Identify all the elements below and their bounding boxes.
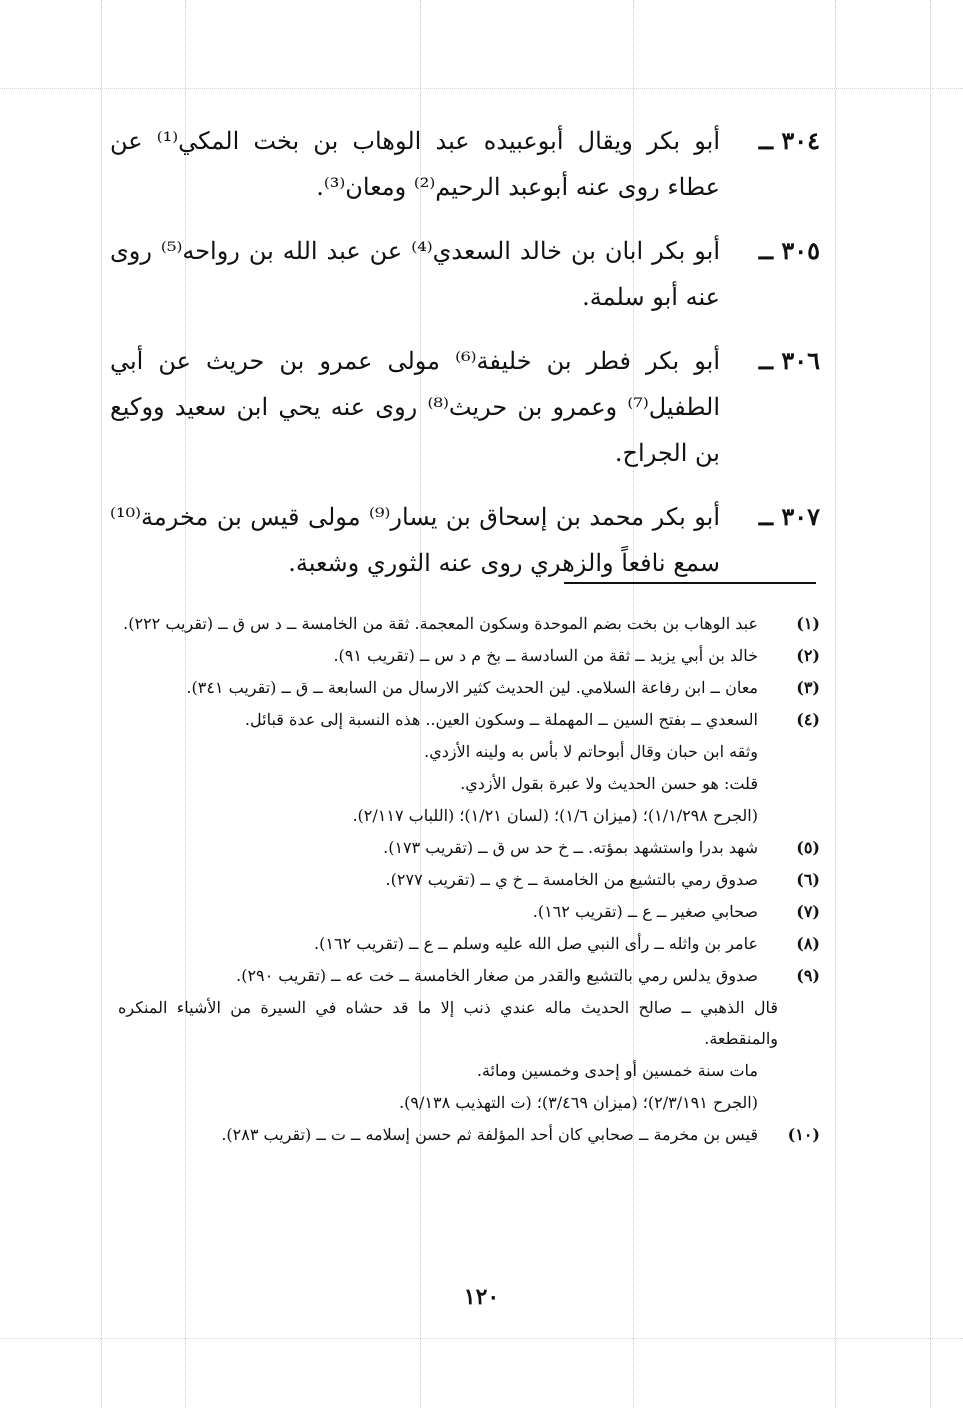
entry-306 (110, 338, 820, 476)
footnote-continuation (118, 992, 820, 1054)
entry-305 (110, 228, 820, 320)
footnote-text: معان ــ ابن رفاعة السلامي. لين الحديث كثير الارسال من السابعة ــ ق ــ (تقريب ٣٤١). (186, 678, 758, 697)
footnote-4 (118, 704, 820, 735)
scan-guide-line (930, 0, 931, 1408)
footnote-5 (118, 832, 820, 863)
footnote-text: صحابي صغير ــ ع ــ (تقريب ١٦٢). (532, 902, 758, 921)
footnote-number: (٧) (796, 902, 820, 921)
footnote-text: صدوق يدلس رمي بالتشيع والقدر من صغار الخامسة ــ خت عه ــ (تقريب ٢٩٠). (236, 966, 758, 985)
footnote-3 (118, 672, 820, 703)
entry-text: أبو بكر ابان بن خالد السعدي⁽⁴⁾ عن عبد الله بن رواحه⁽⁵⁾ روى عنه أبو سلمة. (110, 237, 720, 311)
footnote-10 (118, 1119, 820, 1150)
footnote-text: شهد بدرا واستشهد بمؤته. ــ خ حد س ق ــ (تقريب ١٧٣). (383, 838, 758, 857)
footnote-9 (118, 960, 820, 991)
main-text (110, 118, 820, 604)
entry-number: ٣٠٥ ــ (758, 236, 820, 265)
footnote-text: قيس بن مخرمة ــ صحابي كان أحد المؤلفة ثم حسن إسلامه ــ ت ــ (تقريب ٢٨٣). (221, 1125, 758, 1144)
entry-number: ٣٠٦ ــ (758, 346, 820, 375)
footnote-6 (118, 864, 820, 895)
footnote-continuation: قلت: هو حسن الحديث ولا عبرة بقول الأزدي. (460, 774, 758, 793)
scan-guide-line (0, 1338, 963, 1339)
footnote-7 (118, 896, 820, 927)
entry-number: ٣٠٧ ــ (758, 502, 820, 531)
footnote-number: (٣) (796, 678, 820, 697)
footnote-number: (٤) (796, 710, 820, 729)
footnote-continuation-text: قال الذهبي ــ صالح الحديث ماله عندي ذنب إلا ما قد حشاه في السيرة من الأشياء المنكره والمنقطعة. (118, 998, 778, 1048)
footnote-text: السعدي ــ بفتح السين ــ المهملة ــ وسكون العين.. هذه النسبة إلى عدة قبائل. (244, 710, 758, 729)
footnote-continuation: وثقه ابن حبان وقال أبوحاتم لا بأس به ولينه الأزدي. (424, 742, 758, 761)
footnote-number: (٦) (796, 870, 820, 889)
footnote-number: (٩) (796, 966, 820, 985)
entry-304 (110, 118, 820, 210)
entry-307 (110, 494, 820, 586)
page-number: ١٢٠ (463, 1284, 500, 1310)
footnote-8 (118, 928, 820, 959)
footnote-text: صدوق رمي بالتشيع من الخامسة ــ خ ي ــ (تقريب ٢٧٧). (385, 870, 758, 889)
entry-text: أبو بكر فطر بن خليفة⁽⁶⁾ مولى عمرو بن حريث عن أبي الطفيل⁽⁷⁾ وعمرو بن حريث⁽⁸⁾ روى عنه يحي ابن سعيد ووكيع بن الجراح. (110, 347, 720, 467)
footnote-continuation: (الجرح ١/١/٢٩٨)؛ (ميزان ١/٦)؛ (لسان ١/٢١)؛ (اللباب ٢/١١٧). (352, 806, 758, 825)
footnote-number: (١٠) (787, 1125, 820, 1144)
footnote-number: (١) (796, 614, 820, 633)
footnote-2 (118, 640, 820, 671)
scan-guide-line (835, 0, 836, 1408)
scan-guide-line (101, 0, 102, 1408)
entry-text: أبو بكر ويقال أبوعبيده عبد الوهاب بن بخت المكي⁽¹⁾ عن عطاء روى عنه أبوعبد الرحيم⁽²⁾ ومعان⁽³⁾. (110, 127, 720, 201)
entry-number: ٣٠٤ ــ (758, 126, 820, 155)
footnote-text: خالد بن أبي يزيد ــ ثقة من السادسة ــ بخ م د س ــ (تقريب ٩١). (333, 646, 758, 665)
entry-text: أبو بكر محمد بن إسحاق بن يسار⁽⁹⁾ مولى قيس بن مخرمة⁽¹⁰⁾ سمع نافعاً والزهري روى عنه الثوري وشعبة. (110, 503, 720, 577)
footnote-continuation: مات سنة خمسين أو إحدى وخمسين ومائة. (476, 1061, 758, 1080)
footnote-number: (٥) (796, 838, 820, 857)
footnote-1 (118, 608, 820, 639)
footnote-number: (٨) (796, 934, 820, 953)
scan-guide-line (0, 88, 963, 89)
footnotes (118, 608, 820, 1151)
footnote-text: عبد الوهاب بن بخت بضم الموحدة وسكون المعجمة. ثقة من الخامسة ــ د س ق ــ (تقريب ٢٢٢). (123, 614, 758, 633)
footnote-separator (564, 582, 816, 584)
footnote-continuation: (الجرح ٢/٣/١٩١)؛ (ميزان ٣/٤٦٩)؛ (ت التهذيب ٩/١٣٨). (399, 1093, 758, 1112)
footnote-text: عامر بن واثله ــ رأى النبي صل الله عليه وسلم ــ ع ــ (تقريب ١٦٢). (314, 934, 758, 953)
footnote-number: (٢) (796, 646, 820, 665)
